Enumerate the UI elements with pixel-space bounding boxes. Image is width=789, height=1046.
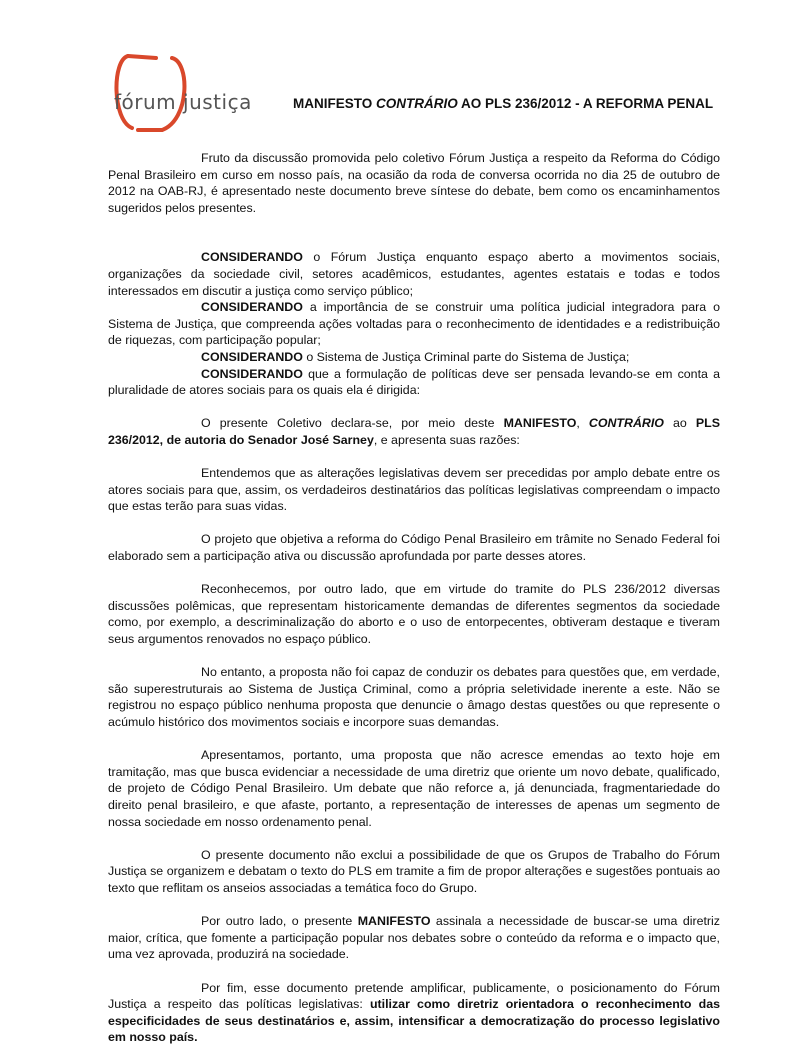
paragraph-6: O presente documento não exclui a possibilidade de que os Grupos de Trabalho do Fórum Justiça se organizem e debatam o texto do PLS em tramite a fim de propor alterações e sugestões pontuais ao texto que reflitam os anseios associadas a temática foco do Grupo.	[108, 847, 720, 895]
forum-justica-logo	[108, 50, 258, 140]
paragraph-5: Apresentamos, portanto, uma proposta que não acresce emendas ao texto hoje em tramitação, mas que busca evidenciar a necessidade de uma diretriz que oriente um novo debate, qualificado, de projeto de Código Penal Brasileiro. Um debate que não reforce a, já denunciada, fragmentariedade do direito penal brasileiro, e que afaste, portanto, a representação de interesses de apenas um segmento de nossa sociedade em nosso ordenamento penal.	[108, 748, 720, 829]
paragraph-4: No entanto, a proposta não foi capaz de conduzir os debates para questões que, em verdade, são superestruturais ao Sistema de Justiça Criminal, como a própria seletividade inerente a este. Não se registrou no espaço público nenhuma proposta que denuncie o âmago destas questões ou que represente o acúmulo histórico dos movimentos sociais e incorpore suas demandas.	[108, 665, 720, 729]
paragraph-7: Por outro lado, o presente MANIFESTO assinala a necessidade de buscar-se uma diretriz maior, crítica, que fomente a participação popular nos debates sobre o conteúdo da reforma e o impacto que, uma vez aprovada, produzirá na sociedade.	[108, 914, 720, 962]
declaration-paragraph: O presente Coletivo declara-se, por meio deste MANIFESTO, CONTRÁRIO ao PLS 236/2012, de autoria do Senador José Sarney, e apresenta suas razões:	[108, 416, 720, 447]
paragraph-2: O projeto que objetiva a reforma do Código Penal Brasileiro em trâmite no Senado Federal foi elaborado sem a participação ativa ou discussão aprofundada por parte desses atores.	[108, 532, 720, 564]
paragraph-1: Entendemos que as alterações legislativas devem ser precedidas por amplo debate entre os atores sociais para que, assim, os verdadeiros destinatários das políticas legislativas compreendam o impacto que estas terão para suas vidas.	[108, 466, 720, 514]
document-body	[108, 150, 720, 1046]
considerando-1: CONSIDERANDO o Fórum Justiça enquanto espaço aberto a movimentos sociais, organizações da sociedade civil, setores acadêmicos, estudantes, agentes estatais e todas e todos interessados em discutir a justiça como serviço público;	[108, 250, 720, 298]
intro-paragraph: Fruto da discussão promovida pelo coletivo Fórum Justiça a respeito da Reforma do Código Penal Brasileiro em curso em nosso país, na ocasião da roda de conversa ocorrida no dia 25 de outubro de 2012 na OAB-RJ, é apresentado neste documento breve síntese do debate, bem como os encaminhamentos sugeridos pelos presentes.	[108, 151, 720, 215]
considerando-3: CONSIDERANDO o Sistema de Justiça Criminal parte do Sistema de Justiça;	[201, 349, 630, 364]
page-title: MANIFESTO CONTRÁRIO AO PLS 236/2012 - A REFORMA PENAL	[293, 96, 714, 111]
paragraph-8: Por fim, esse documento pretende amplificar, publicamente, o posicionamento do Fórum Justiça a respeito das políticas legislativas: utilizar como diretriz orientadora o reconhecimento das especificidades de seus destinatários e, assim, intensificar a democratização do processo legislativo em nosso país.	[108, 980, 720, 1045]
logo-text: fórum justiça	[114, 90, 252, 114]
considerando-4: CONSIDERANDO que a formulação de políticas deve ser pensada levando-se em conta a pluralidade de atores sociais para os quais ela é dirigida:	[108, 366, 720, 398]
paragraph-3: Reconhecemos, por outro lado, que em virtude do tramite do PLS 236/2012 diversas discussões polêmicas, que representam historicamente demandas de diferentes segmentos da sociedade como, por exemplo, a descriminalização do aborto e o uso de entorpecentes, obtiveram destaque e tiveram seus argumentos renovados no espaço público.	[108, 582, 720, 647]
considerando-2: CONSIDERANDO a importância de se construir uma política judicial integradora para o Sistema de Justiça, que compreenda ações voltadas para o reconhecimento de identidades e a redistribuição de riquezas, com participação popular;	[108, 300, 720, 348]
